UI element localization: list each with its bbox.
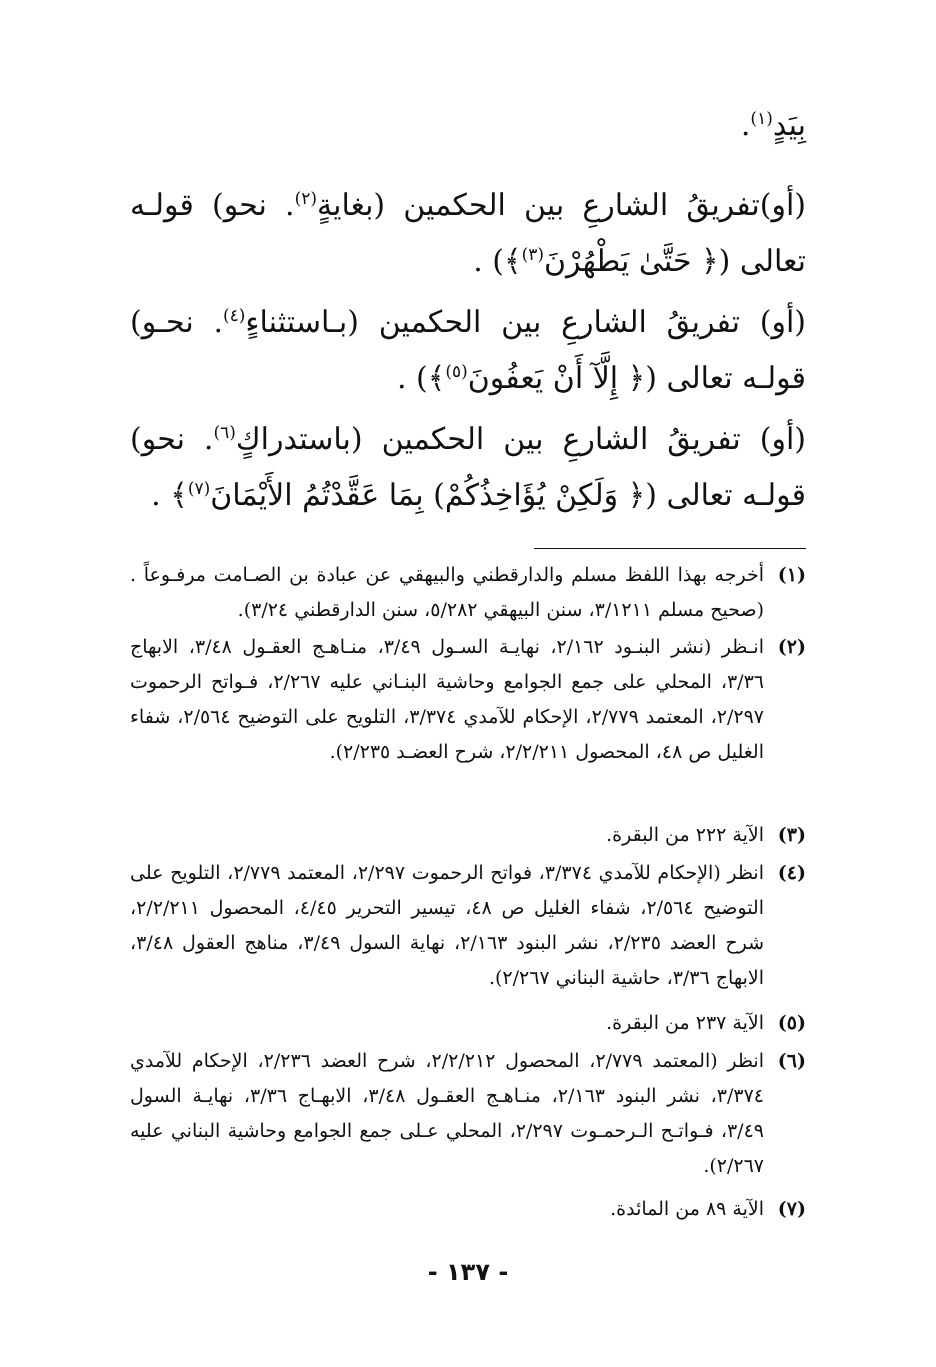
footnote-text: الآية ٢٣٧ من البقرة. <box>606 1012 764 1034</box>
footnote-marker: (٦) <box>213 423 236 443</box>
footnote-number: (١) <box>777 564 806 586</box>
paragraph-text: (أو)تفريقُ الشارعِ بين الحكمين (بغايةٍ <box>317 188 806 223</box>
footnote-number: (٥) <box>777 1012 806 1034</box>
paragraph-text: . <box>740 108 751 143</box>
footnote-2 <box>130 630 806 770</box>
paragraph-4 <box>130 412 806 524</box>
footnote-text: الآية ٨٩ من المائدة. <box>610 1198 764 1220</box>
footnote-text: انـظر (نشر البنـود ٢/١٦٢، نهايـة السـول ٣/٤٩، منـاهـج العقـول ٣/٤٨، الابهاج ٣/٣٦، المحلي على جمع الجوامع وحاشية البنـاني عليه ٢/٢٦٧، فـواتح الرحموت ٢/٢٩٧، المعتمد ٢/٧٧٩، الإحكام للآمدي ٣/٣٧٤، التلويح على التوضيح ٢/٥٦٤، شفاء الغليل ص ٤٨، المحصول ٢/٢/٢١١، شرح العضـد ٢/٢٣٥). <box>130 636 764 763</box>
paragraph-text: ﴾ . <box>151 478 188 513</box>
paragraph-1 <box>130 98 806 154</box>
footnote-7 <box>130 1192 806 1227</box>
footnote-number: (٤) <box>777 862 806 884</box>
paragraph-text: ﴾) . <box>473 244 522 279</box>
footnote-number: (٣) <box>777 824 806 846</box>
footnote-6 <box>130 1044 806 1184</box>
footnote-text: الآية ٢٢٢ من البقرة. <box>606 824 764 846</box>
footnote-marker: (٥) <box>445 362 468 382</box>
paragraph-text: ﴾) . <box>396 361 446 396</box>
footnote-marker: (١) <box>750 109 773 129</box>
footnote-3 <box>130 818 806 853</box>
footnote-number: (٦) <box>777 1050 806 1072</box>
paragraph-2 <box>130 178 806 290</box>
footnote-text: انظر (الإحكام للآمدي ٣/٣٧٤، فواتح الرحموت ٢/٢٩٧، المعتمد ٢/٧٧٩، التلويح على التوضيح ٢/٥٦٤، شفاء الغليل ص ٤٨، تيسير التحرير ٤/٤٥، المحصول ٢/٢/٢١١، شرح العضد ٢/٢٣٥، نشر البنود ٢/١٦٣، نهاية السول ٣/٤٩، مناهج العقول ٣/٤٨، الابهاج ٣/٣٦، حاشية البناني ٢/٢٦٧). <box>130 862 765 989</box>
paragraph-3 <box>130 295 806 407</box>
footnote-4 <box>130 856 806 996</box>
footnote-text: أخرجه بهذا اللفظ مسلم والدارقطني والبيهقي عن عبادة بن الصـامت مرفـوعاً . (صحيح مسلم ٣/١٢١١، سنن البيهقي ٥/٢٨٢، سنن الدارقطني ٣/٢٤). <box>130 564 764 621</box>
paragraph-text: (أو) تفريقُ الشارعِ بين الحكمين (باستدراكٍ <box>235 422 807 457</box>
paragraph-text: (أو) تفريقُ الشارعِ بين الحكمين (بـاستثناءٍ <box>245 305 807 340</box>
footnote-separator <box>534 548 806 549</box>
page-number: - ١٣٧ - <box>427 1258 509 1286</box>
footnote-marker: (٢) <box>294 189 318 209</box>
footnote-text: انظر (المعتمد ٢/٧٧٩، المحصول ٢/٢/٢١٢، شرح العضد ٢/٢٣٦، الإحكام للآمدي ٣/٣٧٤، نشر البنود ٢/١٦٣، منـاهـج العقـول ٣/٤٨، الابهـاج ٣/٣٦، نهايـة السول ٣/٤٩، فـواتـح الـرحمـوت ٢/٢٩٧، المحلي عـلى جمع الجوامع وحاشية البناني عليه ٢/٢٦٧). <box>130 1050 764 1177</box>
paragraph-text: . نحو) قولـه تعالى (﴿ حَتَّىٰ يَطْهُرْنَ <box>130 188 806 279</box>
footnote-marker: (٤) <box>223 306 246 326</box>
footnote-5 <box>130 1006 806 1041</box>
footnote-marker: (٣) <box>521 245 545 265</box>
footnote-marker: (٧) <box>187 479 211 499</box>
paragraph-text: . نحـو) قولـه تعالى (﴿ إِلَّآ أَنْ يَعفُونَ <box>130 305 806 396</box>
footnote-number: (٢) <box>777 636 806 658</box>
paragraph-text: . نحو) قولـه تعالى (﴿ وَلَكِنْ يُؤَاخِذُكُمْ) بِمَا عَقَّدْتُمُ الأَيْمَانَ <box>130 422 806 513</box>
footnote-1 <box>130 558 806 628</box>
footnote-number: (٧) <box>777 1198 806 1220</box>
paragraph-text: بِيَدٍ <box>772 108 806 143</box>
